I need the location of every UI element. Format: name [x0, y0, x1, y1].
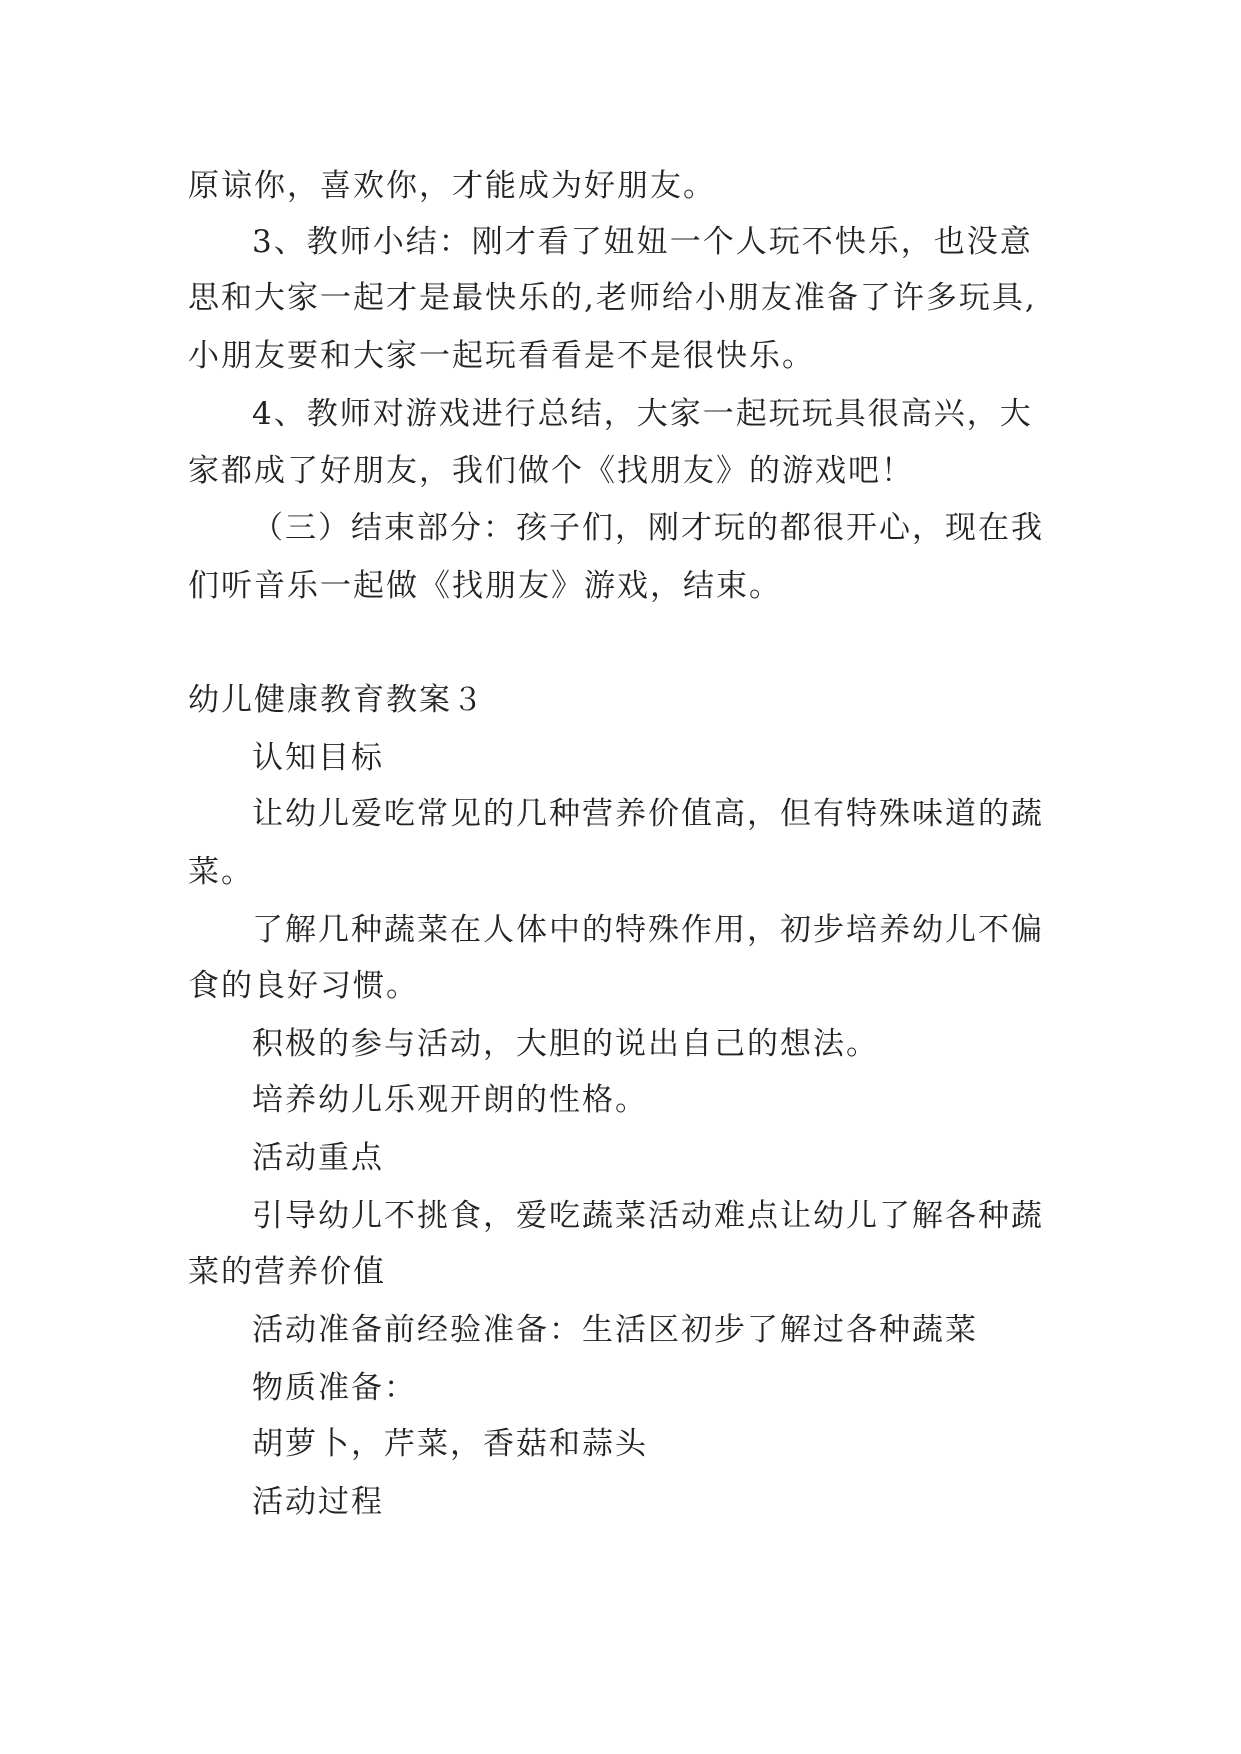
heading-line: 活动过程 — [252, 1484, 384, 1520]
paragraph-line: 积极的参与活动，大胆的说出自己的想法。 — [252, 1026, 879, 1062]
paragraph-line: 们听音乐一起做《找朋友》游戏，结束。 — [188, 568, 782, 604]
paragraph-line: 培养幼儿乐观开朗的性格。 — [252, 1082, 648, 1118]
paragraph-line: （三）结束部分：孩子们，刚才玩的都很开心，现在我 — [252, 510, 1044, 546]
section-title: 幼儿健康教育教案３ — [188, 682, 485, 718]
paragraph-line: 食的良好习惯。 — [188, 968, 419, 1004]
paragraph-line: 小朋友要和大家一起玩看看是不是很快乐。 — [188, 338, 815, 374]
paragraph-line: 菜。 — [188, 854, 254, 890]
paragraph-line: 4、教师对游戏进行总结，大家一起玩玩具很高兴，大 — [252, 396, 1033, 432]
paragraph-line: 引导幼儿不挑食，爱吃蔬菜活动难点让幼儿了解各种蔬 — [252, 1198, 1044, 1234]
paragraph-line: 了解几种蔬菜在人体中的特殊作用，初步培养幼儿不偏 — [252, 912, 1044, 948]
paragraph-line: 让幼儿爱吃常见的几种营养价值高，但有特殊味道的蔬 — [252, 796, 1044, 832]
paragraph-line: 物质准备： — [252, 1370, 417, 1406]
paragraph-line: 原谅你，喜欢你，才能成为好朋友。 — [188, 168, 716, 204]
heading-line: 认知目标 — [252, 740, 384, 776]
paragraph-line: 菜的营养价值 — [188, 1254, 386, 1290]
paragraph-line: 家都成了好朋友，我们做个《找朋友》的游戏吧！ — [188, 453, 914, 489]
paragraph-line: 3、教师小结：刚才看了妞妞一个人玩不快乐，也没意 — [252, 224, 1033, 260]
paragraph-line: 胡萝卜，芹菜，香菇和蒜头 — [252, 1426, 648, 1462]
paragraph-line: 思和大家一起才是最快乐的,老师给小朋友准备了许多玩具, — [188, 280, 1037, 316]
paragraph-line: 活动准备前经验准备：生活区初步了解过各种蔬菜 — [252, 1312, 978, 1348]
heading-line: 活动重点 — [252, 1140, 384, 1176]
